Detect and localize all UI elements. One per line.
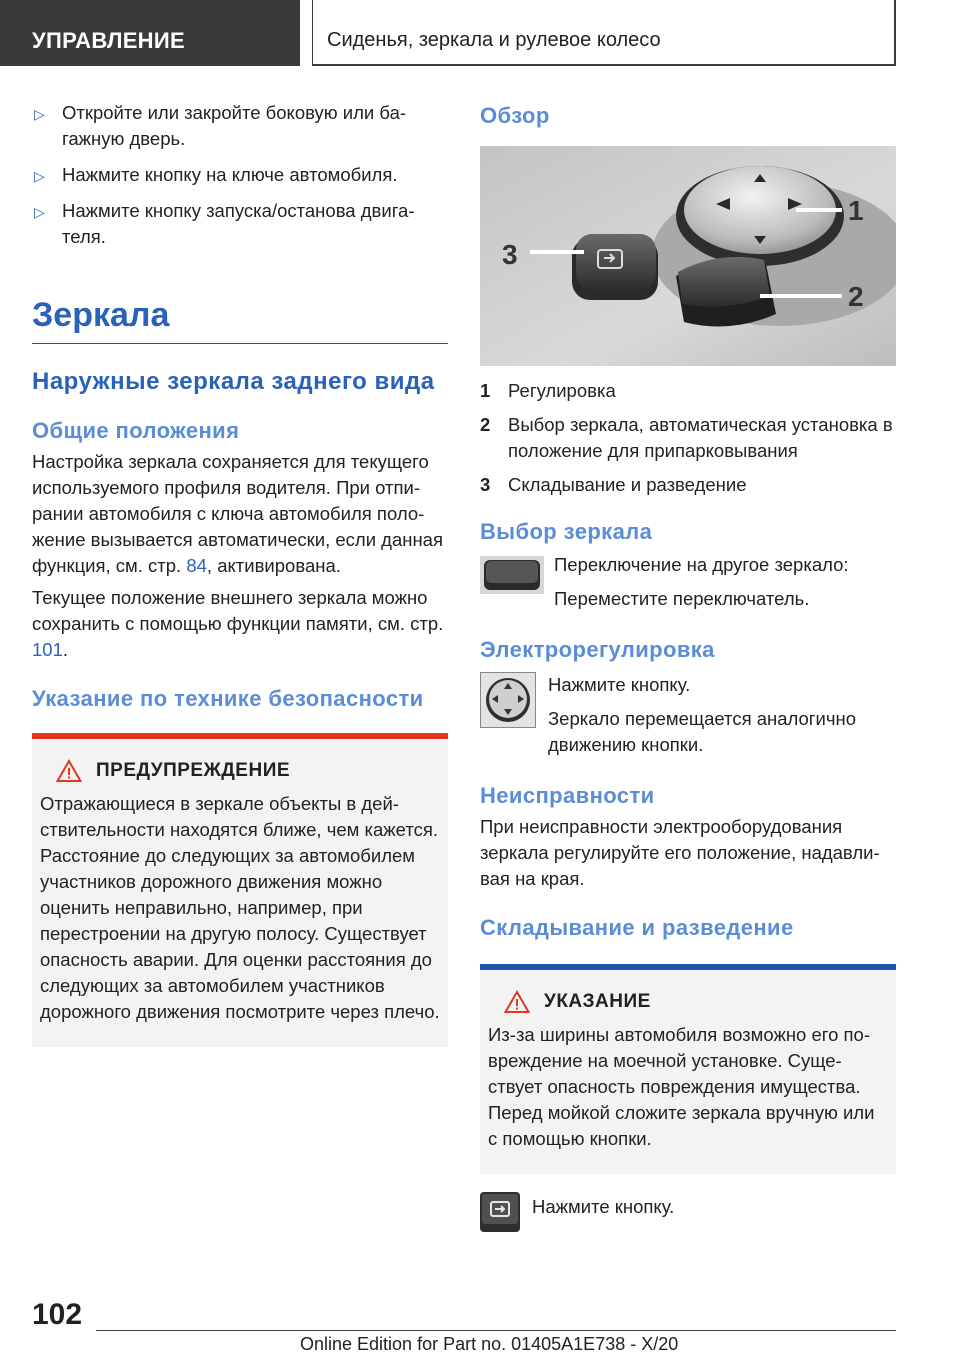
heading-electric-adjustment: Электрорегулировка (480, 637, 715, 662)
warning-header (56, 759, 440, 783)
photo-label-2: 2 (848, 281, 864, 312)
select-mirror-text-1: Переключение на другое зеркало: (554, 554, 849, 575)
photo-legend (480, 378, 896, 498)
mirror-controls-photo (480, 146, 896, 366)
photo-label-3: 3 (502, 239, 518, 270)
fold-text: Нажмите кнопку. (532, 1196, 675, 1217)
heading-safety: Указание по технике безопасности (32, 686, 424, 711)
page-link-84[interactable]: 84 (186, 555, 207, 576)
bullet-triangle-icon: ▷ (34, 168, 45, 184)
warning-text: Отражающиеся в зеркале объекты в действительности находятся ближе, чем кажется. Расстояние до следующих за автомобилем участников дорожного движения можно оценить неправильно, например, при перестроении на другую полосу. Существует опасность аварии. Для оценки расстояния до следующих за автомобилем участников дорожного движения посмотрите через плечо. (40, 793, 440, 1022)
heading-faults: Неисправности (480, 783, 655, 808)
legend-item: 3 Складывание и разведение (480, 474, 747, 495)
section-title-mirrors: Зеркала (32, 296, 448, 344)
fold-row (480, 1192, 896, 1232)
bullet-triangle-icon: ▷ (34, 204, 45, 220)
heading-select-mirror: Выбор зеркала (480, 519, 653, 544)
header-section-tab (0, 0, 300, 66)
mirror-selector-icon (480, 556, 544, 594)
paragraph-general-2: Текущее положение внешнего зеркала можно сохранить с помощью функции памяти, см. стр. 101. (32, 587, 444, 660)
note-box (480, 964, 896, 1174)
list-item: ▷ Откройте или закройте боковую или багажную дверь. (34, 102, 407, 149)
electric-adjustment-row (480, 672, 896, 758)
warning-triangle-icon (504, 990, 530, 1014)
legend-item: 1 Регулировка (480, 380, 616, 401)
legend-item: 2 Выбор зеркала, автоматическая установка в положение для припарковывания (480, 414, 893, 461)
heading-overview: Обзор (480, 103, 550, 128)
heading-general: Общие положения (32, 418, 240, 443)
header-section-label: УПРАВЛЕНИЕ (32, 28, 185, 53)
right-column (480, 100, 896, 1232)
heading-folding: Складывание и разведение (480, 915, 794, 940)
electric-text-2: Зеркало перемещается аналогично движению кнопки. (548, 708, 857, 755)
footer-edition: Online Edition for Part no. 01405A1E738 - X/20 (300, 1334, 679, 1354)
warning-triangle-icon (56, 759, 82, 783)
warning-box (32, 733, 448, 1047)
header-chapter-label: Сиденья, зеркала и рулевое колесо (327, 29, 661, 51)
faults-text: При неисправности электрооборудования зеркала регулируйте его положение, надавливая на края. (480, 816, 880, 889)
warning-title: ПРЕДУПРЕЖДЕНИЕ (96, 760, 291, 781)
select-mirror-text-2: Переместите переключатель. (554, 588, 810, 609)
mirror-joystick-icon (480, 672, 536, 728)
photo-label-1: 1 (848, 195, 864, 226)
subsection-title-exterior-mirrors: Наружные зеркала заднего вида (32, 368, 435, 395)
electric-text-1: Нажмите кнопку. (548, 674, 691, 695)
note-header (504, 990, 888, 1014)
footer-divider (96, 1330, 896, 1331)
left-column (32, 100, 448, 1047)
select-mirror-row (480, 552, 896, 612)
note-title: УКАЗАНИЕ (544, 991, 651, 1012)
page-link-101[interactable]: 101 (32, 639, 63, 660)
page-number: 102 (32, 1298, 83, 1331)
note-text: Из-за ширины автомобиля возможно его повреждение на моечной установке. Существует опасность повреждения имущества. Перед мойкой сложите зеркала вручную или с помощью кнопки. (488, 1024, 875, 1149)
header-chapter-tab (312, 0, 896, 66)
list-item: ▷ Нажмите кнопку на ключе автомобиля. (32, 162, 448, 188)
mirror-fold-icon (480, 1192, 520, 1232)
paragraph-general-1: Настройка зеркала сохраняется для текущего используемого профиля водителя. При отпирании автомобиля с ключа автомобиля положение вызывается автоматически, если данная функция, см. стр. 84, активирована. (32, 451, 443, 576)
list-item: ▷ Нажмите кнопку запуска/останова двигателя. (34, 200, 415, 247)
bullet-triangle-icon: ▷ (34, 106, 45, 122)
